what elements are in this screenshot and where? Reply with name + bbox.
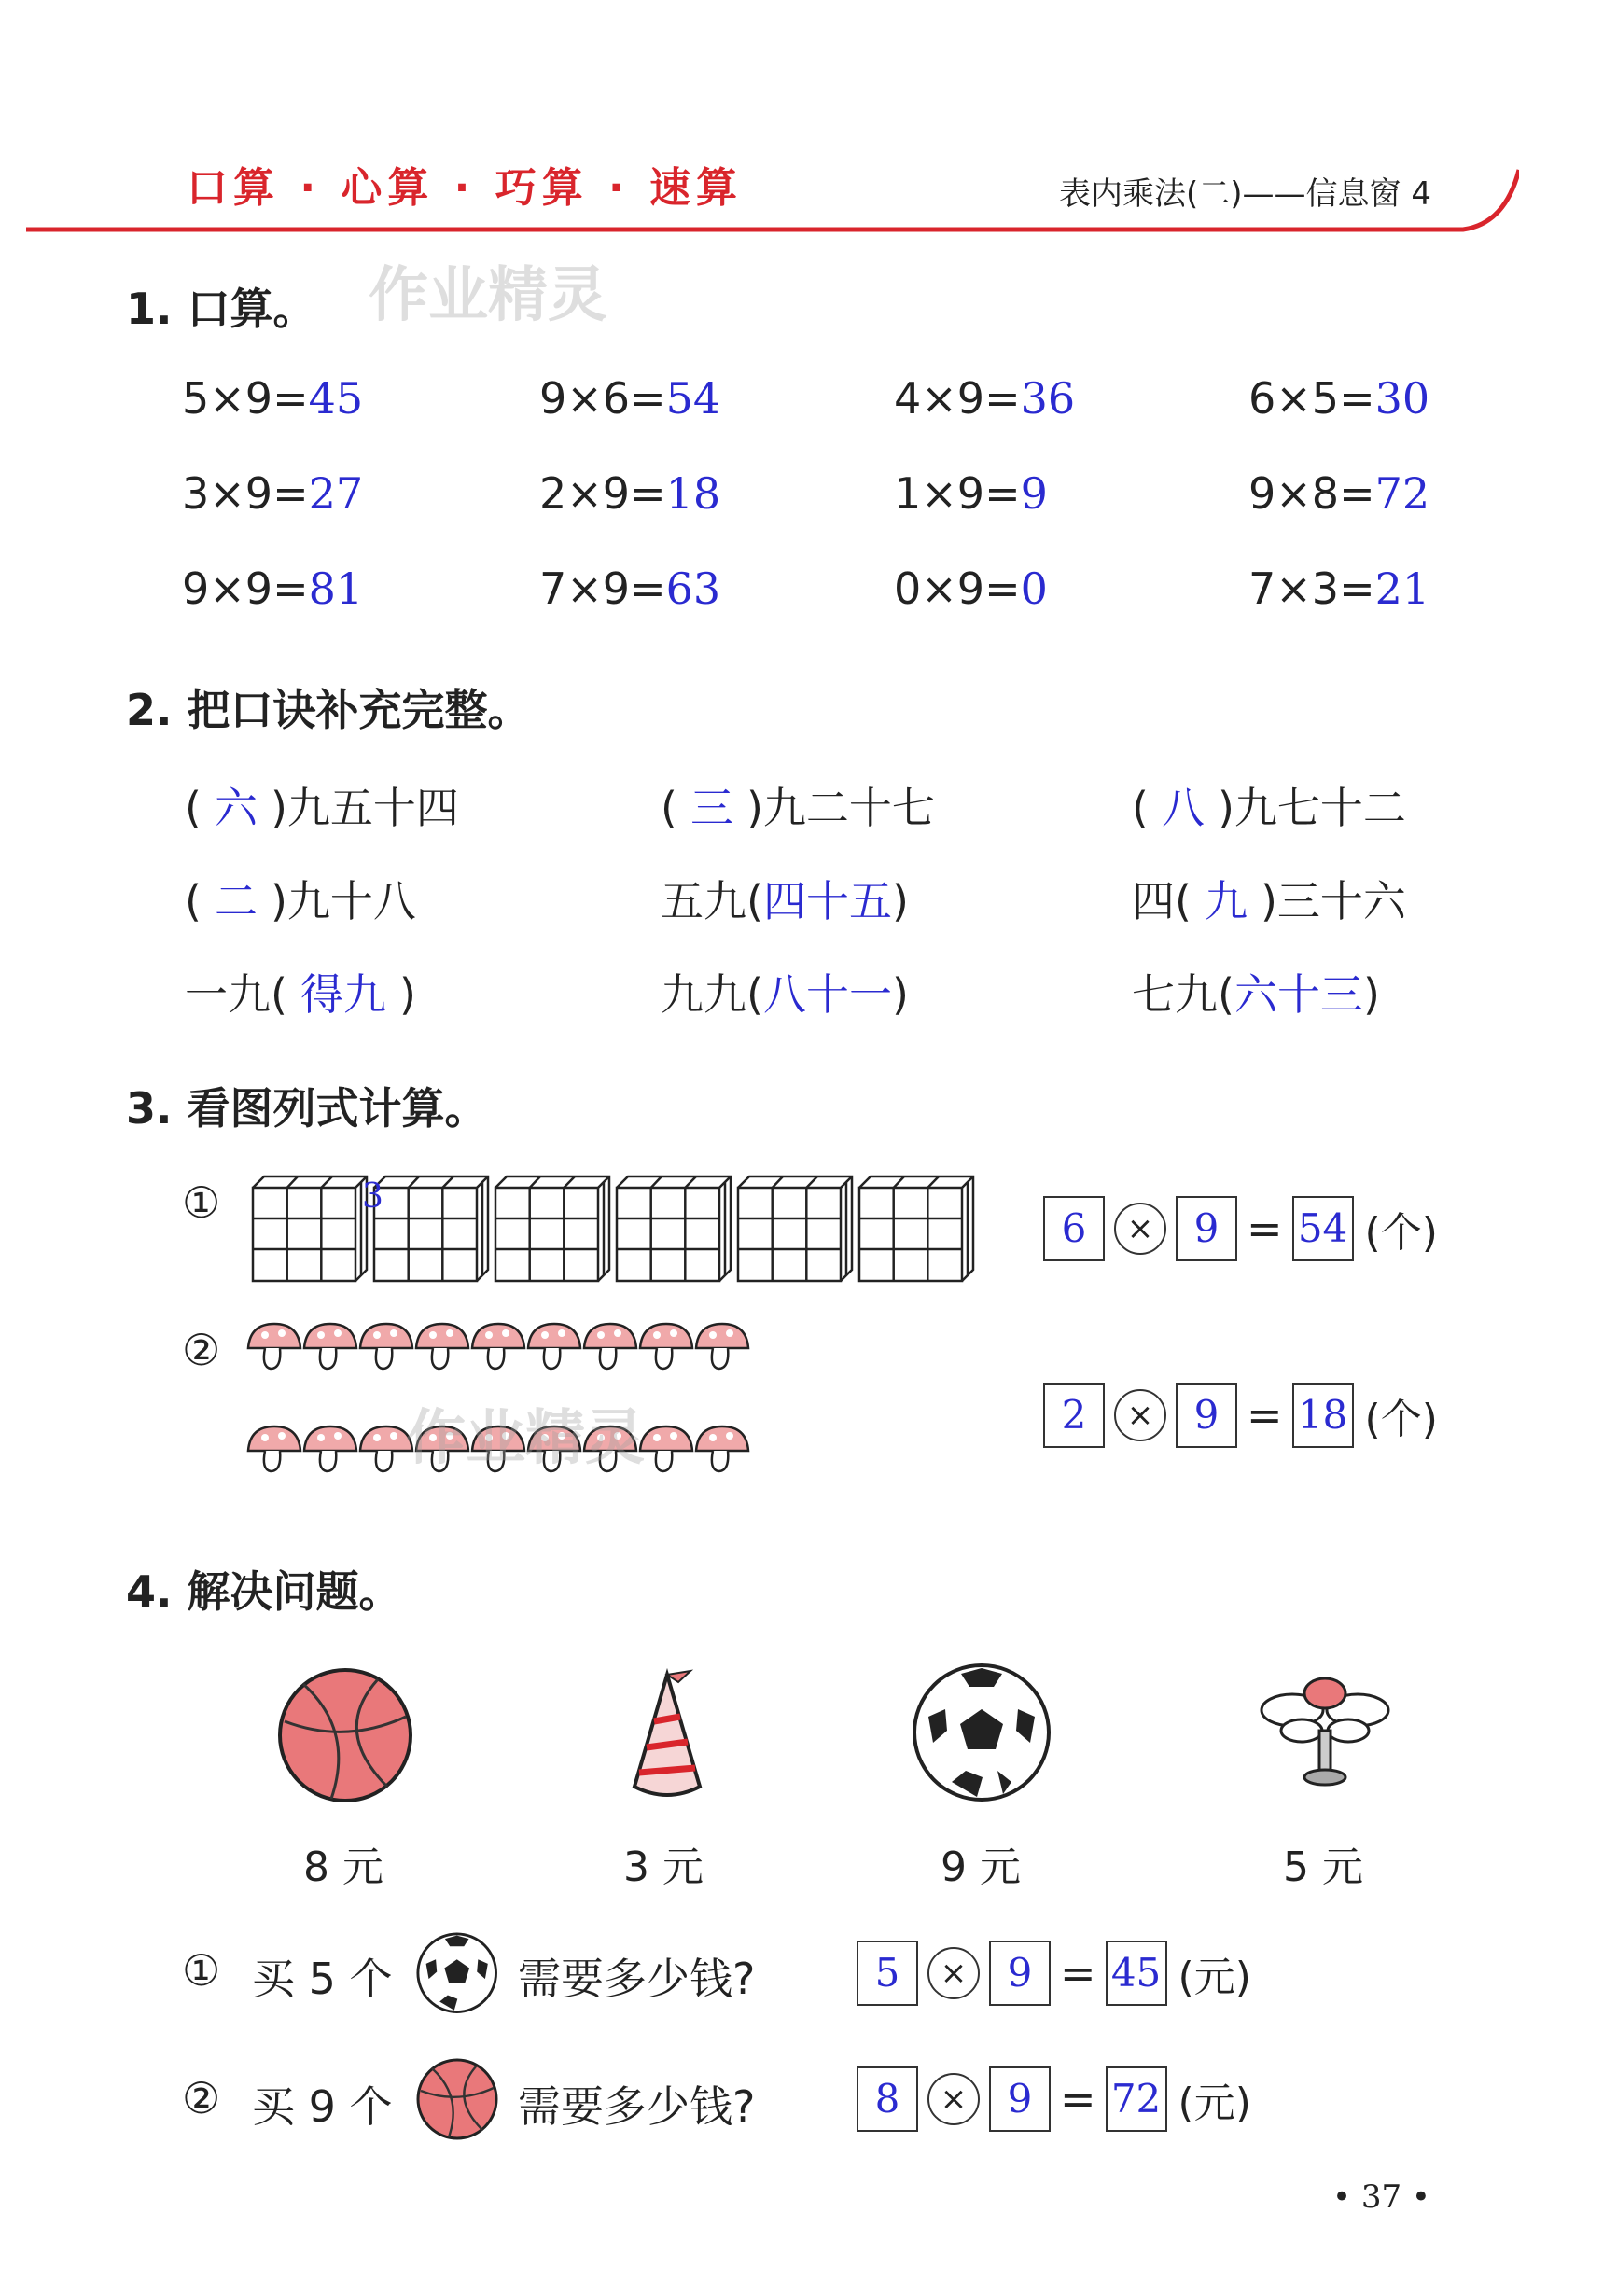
header-subtitle: 表内乘法(二)——信息窗 4	[1059, 175, 1431, 213]
q4-sub1-text-a: 买 5 个	[252, 1954, 393, 2004]
q2-item: ( 六 )九五十四	[185, 783, 459, 833]
soccer-ball-icon	[910, 1661, 1054, 1805]
price-flower-toy: 5 元	[1283, 1844, 1363, 1891]
question-4-title: 4. 解决问题。	[126, 1566, 402, 1617]
q3-equation-2: 2 × 9 = 18 (个)	[1043, 1383, 1438, 1448]
q1-item: 9×6=54	[539, 373, 721, 424]
question-1-title: 1. 口算。	[126, 284, 316, 334]
q2-item: 九九(八十一)	[661, 969, 909, 1020]
price-soccer-ball: 9 元	[941, 1844, 1021, 1891]
q2-item: ( 三 )九二十七	[661, 783, 935, 833]
q4-sub2-text-a: 买 9 个	[252, 2081, 393, 2132]
q2-item: 七九(六十三)	[1132, 969, 1380, 1020]
question-3-title: 3. 看图列式计算。	[126, 1083, 488, 1134]
watermark-text: 作业精灵	[369, 261, 607, 330]
q3-equation-1: 6 × 9 = 54 (个)	[1043, 1196, 1438, 1261]
q1-item: 7×9=63	[539, 564, 721, 614]
page-number: • 37 •	[1332, 2178, 1430, 2216]
header-title: 口算 · 心算 · 巧算 · 速算	[187, 164, 744, 212]
q1-item: 6×5=30	[1248, 373, 1430, 424]
operator-circle: ×	[927, 2073, 980, 2125]
q1-item: 1×9=9	[894, 468, 1048, 519]
q2-item: 一九( 得九 )	[185, 969, 416, 1020]
q4-equation-1: 5 × 9 = 45 (元)	[857, 1941, 1251, 2006]
answer-box: 6	[1043, 1196, 1105, 1261]
q1-item: 7×3=21	[1248, 564, 1430, 614]
answer-box: 72	[1106, 2066, 1167, 2132]
answer-box: 2	[1043, 1383, 1105, 1448]
operator-circle: ×	[1114, 1203, 1166, 1255]
party-hat-icon	[620, 1665, 714, 1805]
q1-item: 3×9=27	[182, 468, 364, 519]
q4-sub1-number: ①	[182, 1945, 221, 1996]
answer-box: 9	[989, 2066, 1051, 2132]
q2-item: 五九(四十五)	[661, 876, 909, 926]
q2-item: 四( 九 )三十六	[1132, 876, 1406, 926]
answer-box: 9	[1176, 1383, 1237, 1448]
operator-circle: ×	[927, 1947, 980, 1999]
q2-item: ( 八 )九七十二	[1132, 783, 1406, 833]
basketball-icon	[275, 1665, 415, 1805]
answer-box: 8	[857, 2066, 918, 2132]
answer-box: 45	[1106, 1941, 1167, 2006]
answer-box: 18	[1292, 1383, 1354, 1448]
basketball-icon	[415, 2057, 499, 2141]
q4-sub1-text-b: 需要多少钱?	[518, 1954, 756, 2004]
answer-box: 9	[989, 1941, 1051, 2006]
q3-item2-number: ②	[182, 1325, 221, 1375]
operator-circle: ×	[1114, 1389, 1166, 1441]
q1-item: 4×9=36	[894, 373, 1076, 424]
q4-equation-2: 8 × 9 = 72 (元)	[857, 2066, 1251, 2132]
q3-item1-number: ①	[182, 1177, 221, 1228]
flower-toy-icon	[1260, 1675, 1390, 1796]
q1-item: 9×9=81	[182, 564, 364, 614]
soccer-ball-icon	[415, 1931, 499, 2015]
q1-item: 5×9=45	[182, 373, 364, 424]
q4-sub2-number: ②	[182, 2073, 221, 2123]
cube-note: 3	[362, 1177, 383, 1216]
q4-sub2-text-b: 需要多少钱?	[518, 2081, 756, 2132]
q1-item: 9×8=72	[1248, 468, 1430, 519]
answer-box: 5	[857, 1941, 918, 2006]
grid-cubes-figure	[250, 1174, 987, 1286]
q1-item: 0×9=0	[894, 564, 1048, 614]
q1-item: 2×9=18	[539, 468, 721, 519]
watermark-text: 作业精灵	[406, 1404, 645, 1473]
answer-box: 9	[1176, 1196, 1237, 1261]
price-basketball: 8 元	[303, 1844, 383, 1891]
answer-box: 54	[1292, 1196, 1354, 1261]
q2-item: ( 二 )九十八	[185, 876, 416, 926]
question-2-title: 2. 把口诀补充完整。	[126, 685, 531, 735]
price-party-hat: 3 元	[623, 1844, 704, 1891]
